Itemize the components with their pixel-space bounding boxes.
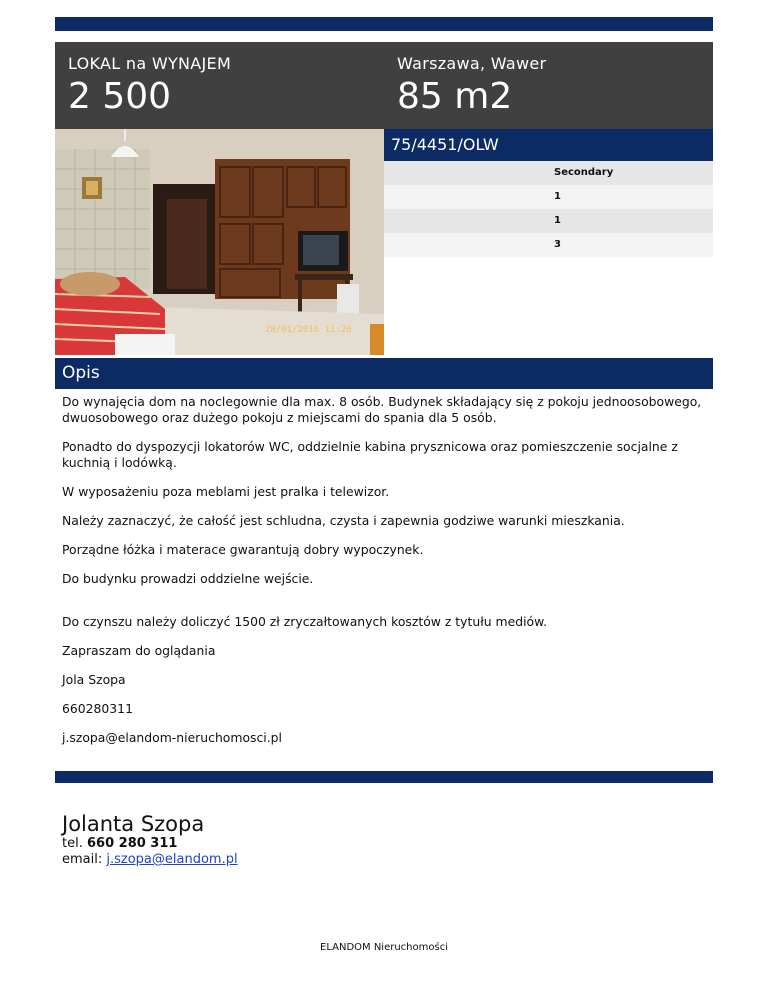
listing-area: 85 m2 — [397, 76, 513, 117]
listing-price: 2 500 — [68, 76, 172, 117]
header-right — [397, 54, 546, 118]
top-accent-bar — [55, 17, 713, 31]
photo-timestamp: 28/01/2016 11:26 — [265, 325, 352, 335]
description-heading: Opis — [55, 358, 713, 389]
description-paragraph: 660280311 — [62, 701, 133, 716]
footer-company: ELANDOM Nieruchomości — [320, 942, 448, 953]
description-body — [62, 394, 712, 759]
description-paragraph: Zapraszam do oglądania — [62, 643, 216, 658]
description-paragraph: Do wynajęcia dom na noclegownie dla max. 8 osób. Budynek składający się z pokoju jednoosobowego, dwuosobowego oraz dużego pokoju z miejscami do spania dla 5 osób. — [62, 394, 702, 425]
description-paragraph: Do czynszu należy doliczyć 1500 zł zryczałtowanych kosztów z tytułu mediów. — [62, 614, 548, 629]
listing-location: Warszawa, Wawer — [397, 54, 547, 73]
agent-email-link[interactable]: j.szopa@elandom.pl — [106, 852, 238, 867]
agent-email-label: email: — [62, 852, 103, 867]
header-left — [68, 54, 231, 118]
property-photo[interactable] — [55, 129, 384, 355]
listing-header — [55, 42, 713, 129]
agent-phone-label: tel. — [62, 836, 83, 851]
spec-row-2: 1 — [384, 185, 713, 209]
agent-phone-line — [62, 836, 238, 852]
description-paragraph: j.szopa@elandom-nieruchomosci.pl — [62, 730, 282, 745]
agent-contact — [62, 812, 238, 868]
agent-email-line — [62, 852, 238, 868]
spec-row-3: 1 — [384, 209, 713, 233]
description-paragraph: Porządne łóżka i materace gwarantują dobry wypoczynek. — [62, 542, 424, 557]
specs-table — [384, 161, 713, 257]
spec-row-4: 3 — [384, 233, 713, 257]
description-paragraph: W wyposażeniu poza meblami jest pralka i telewizor. — [62, 484, 390, 499]
bottom-accent-bar — [55, 771, 713, 783]
spec-row-market: Secondary — [384, 161, 713, 185]
listing-type: LOKAL na WYNAJEM — [68, 54, 232, 73]
description-paragraph: Ponadto do dyspozycji lokatorów WC, oddzielnie kabina prysznicowa oraz pomieszczenie socjalne z kuchnią i lodówką. — [62, 439, 678, 470]
description-paragraph: Należy zaznaczyć, że całość jest schludna, czysta i zapewnia godziwe warunki mieszkania. — [62, 513, 625, 528]
agent-phone: 660 280 311 — [86, 836, 178, 851]
agent-name: Jolanta Szopa — [62, 812, 205, 836]
description-paragraph: Jola Szopa — [62, 672, 126, 687]
description-paragraph: Do budynku prowadzi oddzielne wejście. — [62, 571, 314, 586]
listing-reference: 75/4451/OLW — [384, 129, 713, 161]
